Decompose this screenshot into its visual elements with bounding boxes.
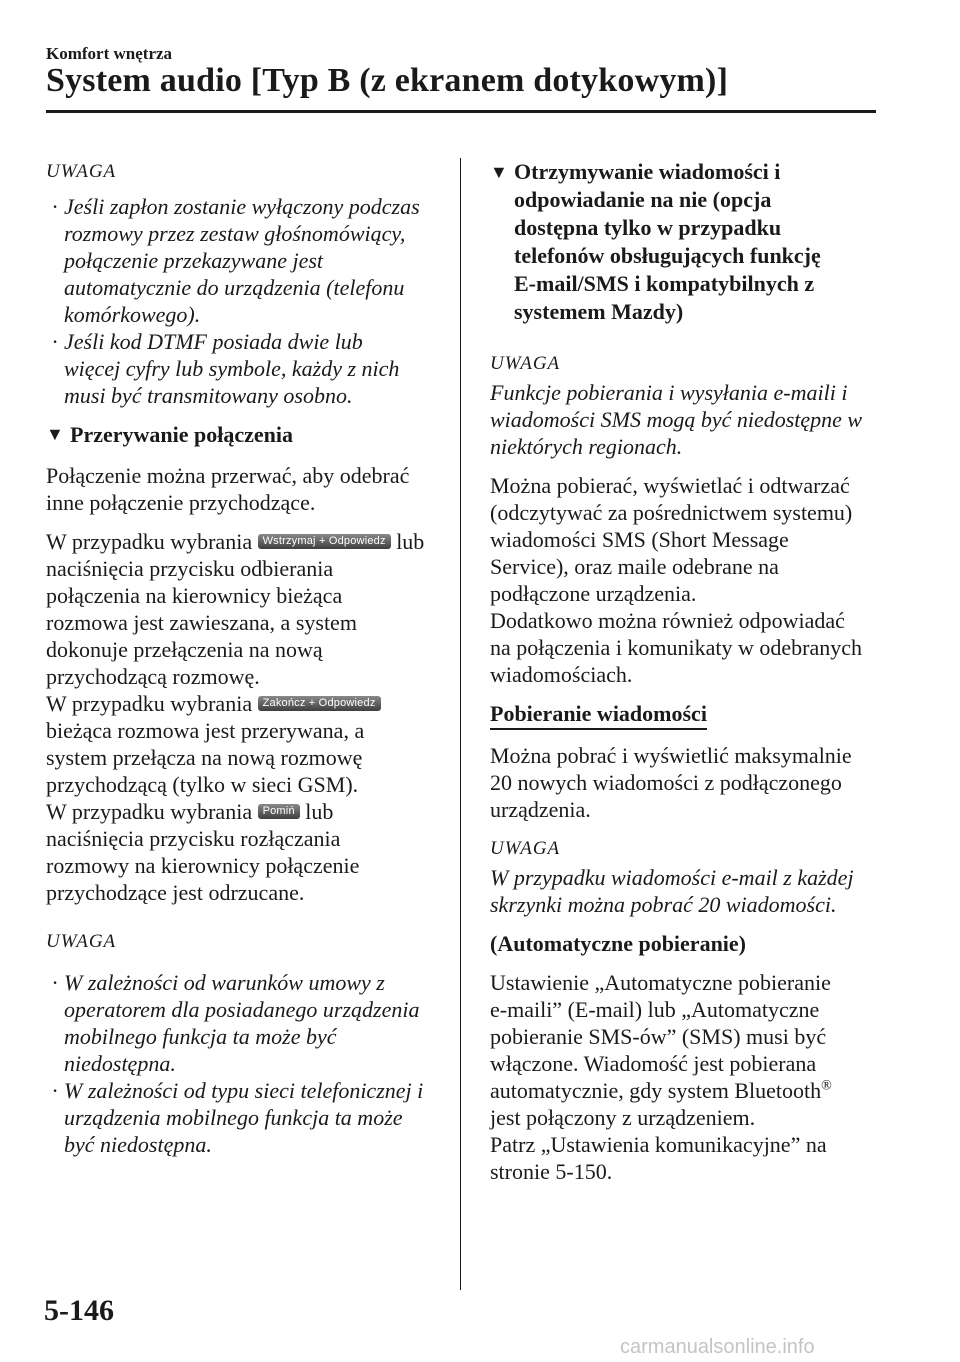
end-answer-key: Zakończ + Odpowiedz <box>258 696 381 711</box>
column-divider <box>460 158 461 1290</box>
paragraph: Połączenie można przerwać, aby odebrać inne połączenie przychodzące. <box>46 463 410 515</box>
bullet-dot: · <box>52 329 58 354</box>
paragraph: Ustawienie „Automatyczne pobieranie e-maili” (E-mail) lub „Automatyczne pobieranie SMS-ów” (SMS) musi być włączone. Wiadomość jest pobierana automatycznie, gdy system Bluetooth® jest połączony z urządzeniem. Patrz „Ustawienia komunikacyjne” na stronie 5-150. <box>490 970 832 1184</box>
note-label: UWAGA <box>490 838 561 859</box>
header-rule <box>46 110 876 113</box>
watermark: carmanualsonline.info <box>620 1336 815 1358</box>
note-bullet: · Jeśli zapłon zostanie wyłączony podczas rozmowy przez zestaw głośnomówiący, połączenie przekazywane jest automatycznie do urządzenia (telefonu komórkowego). <box>52 194 420 327</box>
note-bullet: · W zależności od typu sieci telefonicznej i urządzenia mobilnego funkcja ta może być niedostępna. <box>52 1078 424 1157</box>
hold-answer-key: Wstrzymaj + Odpowiedz <box>258 534 391 549</box>
bullet-dot: · <box>52 194 58 219</box>
paragraph: W przypadku wybrania Wstrzymaj + Odpowiedz lub naciśnięcia przycisku odbierania połączenia na kierownicy bieżąca rozmowa jest zawieszana, a system dokonuje przełączenia na nową przychodzącą rozmowę. W przypadku wybrania Zakończ + Odpowiedz bieżąca rozmowa jest przerywana, a system przełącza na nową rozmowę przychodzącą (tylko w sieci GSM). W przypadku wybrania Pomiń lub naciśnięcia przycisku rozłączania rozmowy na kierownicy połączenie przychodzące jest odrzucane. <box>46 529 425 905</box>
bullet-dot: · <box>52 1078 58 1103</box>
note-bullet: · W zależności od warunków umowy z operatorem dla posiadanego urządzenia mobilnego funkcja ta może być niedostępna. <box>52 970 420 1076</box>
note-text: Funkcje pobierania i wysyłania e-maili i wiadomości SMS mogą być niedostępne w niektórych regionach. <box>490 380 863 459</box>
note-bullets <box>46 969 446 1158</box>
note-bullet: · Jeśli kod DTMF posiada dwie lub więcej cyfry lub symbole, każdy z nich musi być transmitowany osobno. <box>52 329 400 408</box>
page-title: System audio [Typ B (z ekranem dotykowym)] <box>46 62 729 99</box>
paragraph: Można pobierać, wyświetlać i odtwarzać (odczytywać za pośrednictwem systemu) wiadomości SMS (Short Message Service), oraz maile odebrane na podłączone urządzenia. Dodatkowo można również odpowiadać na połączenia i komunikaty w odebranych wiadomościach. <box>490 473 863 687</box>
section-heading: ▼ Przerywanie połączenia <box>46 422 293 447</box>
bold-heading: (Automatyczne pobieranie) <box>490 931 747 956</box>
bullet-dot: · <box>52 970 58 995</box>
right-column <box>490 158 890 1197</box>
paragraph: Można pobrać i wyświetlić maksymalnie 20 nowych wiadomości z podłączonego urządzenia. <box>490 743 852 822</box>
note-label: UWAGA <box>490 353 561 374</box>
page-number: 5-146 <box>44 1294 114 1327</box>
section-label: Komfort wnętrza <box>46 44 173 63</box>
triangle-down-icon: ▼ <box>490 162 508 182</box>
skip-key: Pomiń <box>258 804 300 819</box>
registered-mark: ® <box>821 1078 832 1094</box>
note-bullets <box>46 193 446 409</box>
subsection-heading: Pobieranie wiadomości <box>490 700 707 730</box>
note-text: W przypadku wiadomości e-mail z każdej skrzynki można pobrać 20 wiadomości. <box>490 865 854 917</box>
section-heading: ▼ Otrzymywanie wiadomości i odpowiadanie na nie (opcja dostępna tylko w przypadku telefonów obsługujących funkcję E-mail/SMS i kompatybilnych z systemem Mazdy) <box>490 159 821 324</box>
note-label: UWAGA <box>46 931 117 952</box>
left-column <box>46 158 446 1170</box>
triangle-down-icon: ▼ <box>46 424 64 444</box>
note-label: UWAGA <box>46 161 117 182</box>
